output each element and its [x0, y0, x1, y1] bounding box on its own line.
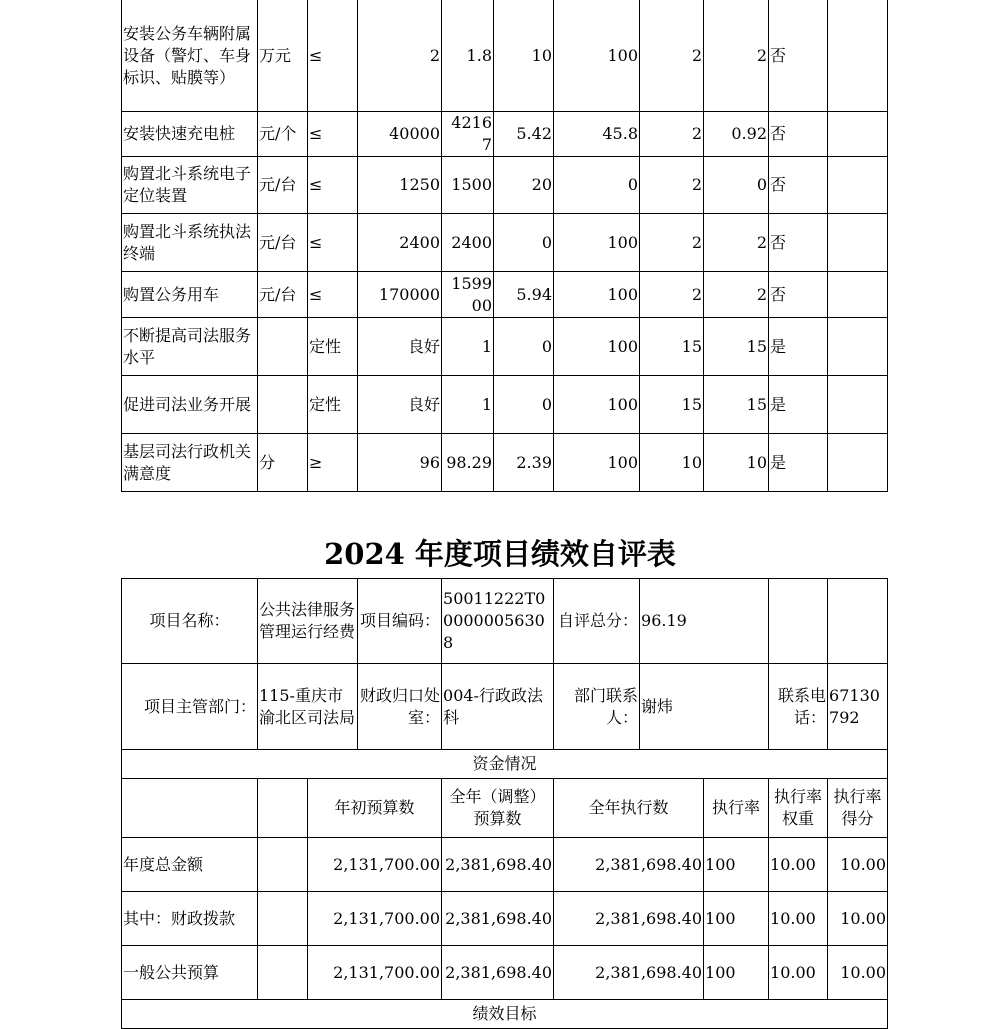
table-row [122, 779, 888, 838]
indicator-rate: 100 [554, 434, 640, 492]
indicator-deviation: 5.94 [494, 272, 554, 318]
indicator-unit [258, 318, 308, 376]
header-rate-weight: 执行率权重 [769, 779, 828, 838]
empty-cell [769, 579, 828, 664]
indicator-actual: 1500 [442, 157, 494, 214]
indicator-flag: 否 [769, 214, 828, 272]
indicator-note [828, 112, 888, 157]
phone-label: 联系电话： [769, 664, 828, 750]
fund-initial: 2,131,700.00 [308, 892, 442, 946]
table-row [122, 214, 888, 272]
empty-cell [258, 892, 308, 946]
indicator-operator: ≤ [308, 214, 358, 272]
indicator-weight: 15 [640, 318, 704, 376]
indicator-note [828, 434, 888, 492]
indicator-rate: 100 [554, 272, 640, 318]
project-table [121, 578, 888, 1029]
header-initial-budget: 年初预算数 [308, 779, 442, 838]
table-row [122, 434, 888, 492]
indicator-actual: 42167 [442, 112, 494, 157]
indicator-weight: 2 [640, 112, 704, 157]
indicator-name: 安装快速充电桩 [122, 112, 258, 157]
fund-adjusted: 2,381,698.40 [442, 946, 554, 1000]
indicator-operator: ≥ [308, 434, 358, 492]
header-adjusted-budget: 全年（调整）预算数 [442, 779, 554, 838]
indicator-weight: 15 [640, 376, 704, 434]
indicator-target: 170000 [358, 272, 442, 318]
indicator-operator: ≤ [308, 0, 358, 112]
indicator-target: 40000 [358, 112, 442, 157]
indicator-name: 安装公务车辆附属设备（警灯、车身标识、贴膜等） [122, 0, 258, 112]
fund-rate: 100 [704, 892, 769, 946]
indicator-rate: 45.8 [554, 112, 640, 157]
indicator-deviation: 20 [494, 157, 554, 214]
indicator-flag: 是 [769, 318, 828, 376]
project-name-label: 项目名称： [122, 579, 258, 664]
empty-cell [258, 779, 308, 838]
indicator-flag: 是 [769, 376, 828, 434]
indicator-actual: 2400 [442, 214, 494, 272]
indicator-actual: 1 [442, 376, 494, 434]
fund-score: 10.00 [828, 946, 888, 1000]
indicator-unit: 元/台 [258, 272, 308, 318]
indicator-rate: 100 [554, 376, 640, 434]
indicator-note [828, 272, 888, 318]
phone-value: 67130792 [828, 664, 888, 750]
fund-row-label: 年度总金额 [122, 838, 258, 892]
indicator-flag: 否 [769, 0, 828, 112]
empty-cell [828, 579, 888, 664]
indicator-note [828, 0, 888, 112]
table-row [122, 376, 888, 434]
indicator-deviation: 2.39 [494, 434, 554, 492]
indicator-flag: 否 [769, 272, 828, 318]
indicator-table [121, 0, 888, 492]
indicator-rate: 100 [554, 214, 640, 272]
indicator-name: 购置公务用车 [122, 272, 258, 318]
indicator-operator: ≤ [308, 272, 358, 318]
fund-executed: 2,381,698.40 [554, 946, 704, 1000]
indicator-name: 不断提高司法服务水平 [122, 318, 258, 376]
self-score-value: 96.19 [640, 579, 769, 664]
indicator-score: 15 [704, 318, 769, 376]
empty-cell [258, 838, 308, 892]
indicator-weight: 2 [640, 214, 704, 272]
indicator-score: 0 [704, 157, 769, 214]
indicator-score: 0.92 [704, 112, 769, 157]
fund-score: 10.00 [828, 838, 888, 892]
table-row [122, 157, 888, 214]
indicator-score: 10 [704, 434, 769, 492]
indicator-actual: 1.8 [442, 0, 494, 112]
indicator-score: 2 [704, 214, 769, 272]
fund-initial: 2,131,700.00 [308, 946, 442, 1000]
indicator-weight: 2 [640, 272, 704, 318]
indicator-deviation: 0 [494, 318, 554, 376]
project-code-label: 项目编码： [358, 579, 442, 664]
dept-value: 115-重庆市渝北区司法局 [258, 664, 358, 750]
project-name-value: 公共法律服务管理运行经费 [258, 579, 358, 664]
self-score-label: 自评总分： [554, 579, 640, 664]
indicator-operator: ≤ [308, 157, 358, 214]
indicator-note [828, 376, 888, 434]
fund-executed: 2,381,698.40 [554, 892, 704, 946]
table-row [122, 664, 888, 750]
indicator-actual: 159900 [442, 272, 494, 318]
indicator-target: 良好 [358, 376, 442, 434]
table-row [122, 1000, 888, 1029]
contact-value: 谢炜 [640, 664, 769, 750]
indicator-note [828, 318, 888, 376]
funds-section-title: 资金情况 [122, 750, 888, 779]
indicator-name: 基层司法行政机关满意度 [122, 434, 258, 492]
table-row [122, 0, 888, 112]
table-row [122, 750, 888, 779]
empty-cell [258, 946, 308, 1000]
indicator-weight: 2 [640, 157, 704, 214]
table-row [122, 838, 888, 892]
indicator-deviation: 10 [494, 0, 554, 112]
indicator-actual: 1 [442, 318, 494, 376]
indicator-target: 良好 [358, 318, 442, 376]
goals-section-title: 绩效目标 [122, 1000, 888, 1029]
indicator-target: 96 [358, 434, 442, 492]
fund-adjusted: 2,381,698.40 [442, 838, 554, 892]
table-row [122, 579, 888, 664]
fund-executed: 2,381,698.40 [554, 838, 704, 892]
fund-weight: 10.00 [769, 946, 828, 1000]
indicator-score: 15 [704, 376, 769, 434]
indicator-flag: 是 [769, 434, 828, 492]
indicator-unit: 元/台 [258, 214, 308, 272]
fund-initial: 2,131,700.00 [308, 838, 442, 892]
fund-weight: 10.00 [769, 838, 828, 892]
indicator-operator: 定性 [308, 318, 358, 376]
indicator-weight: 2 [640, 0, 704, 112]
table-row [122, 272, 888, 318]
indicator-name: 购置北斗系统电子定位装置 [122, 157, 258, 214]
office-label: 财政归口处室： [358, 664, 442, 750]
indicator-unit: 元/个 [258, 112, 308, 157]
indicator-unit: 元/台 [258, 157, 308, 214]
indicator-unit: 分 [258, 434, 308, 492]
fund-rate: 100 [704, 838, 769, 892]
office-value: 004-行政政法科 [442, 664, 554, 750]
indicator-score: 2 [704, 272, 769, 318]
indicator-rate: 100 [554, 0, 640, 112]
header-executed: 全年执行数 [554, 779, 704, 838]
project-code-value: 50011222T000000056308 [442, 579, 554, 664]
indicator-flag: 否 [769, 112, 828, 157]
indicator-score: 2 [704, 0, 769, 112]
indicator-rate: 100 [554, 318, 640, 376]
indicator-target: 1250 [358, 157, 442, 214]
indicator-unit: 万元 [258, 0, 308, 112]
fund-score: 10.00 [828, 892, 888, 946]
fund-adjusted: 2,381,698.40 [442, 892, 554, 946]
indicator-note [828, 214, 888, 272]
empty-cell [122, 779, 258, 838]
table-row [122, 318, 888, 376]
indicator-flag: 否 [769, 157, 828, 214]
indicator-deviation: 5.42 [494, 112, 554, 157]
indicator-operator: ≤ [308, 112, 358, 157]
fund-row-label: 其中：财政拨款 [122, 892, 258, 946]
fund-row-label: 一般公共预算 [122, 946, 258, 1000]
header-exec-rate: 执行率 [704, 779, 769, 838]
indicator-name: 购置北斗系统执法终端 [122, 214, 258, 272]
indicator-note [828, 157, 888, 214]
fund-rate: 100 [704, 946, 769, 1000]
fund-weight: 10.00 [769, 892, 828, 946]
dept-label: 项目主管部门： [122, 664, 258, 750]
indicator-operator: 定性 [308, 376, 358, 434]
indicator-deviation: 0 [494, 376, 554, 434]
page-title: 2024 年度项目绩效自评表 [324, 537, 676, 571]
indicator-deviation: 0 [494, 214, 554, 272]
indicator-target: 2 [358, 0, 442, 112]
indicator-unit [258, 376, 308, 434]
header-rate-score: 执行率得分 [828, 779, 888, 838]
indicator-weight: 10 [640, 434, 704, 492]
table-row [122, 892, 888, 946]
indicator-name: 促进司法业务开展 [122, 376, 258, 434]
indicator-actual: 98.29 [442, 434, 494, 492]
contact-label: 部门联系人： [554, 664, 640, 750]
table-row [122, 946, 888, 1000]
table-row [122, 112, 888, 157]
indicator-target: 2400 [358, 214, 442, 272]
indicator-rate: 0 [554, 157, 640, 214]
